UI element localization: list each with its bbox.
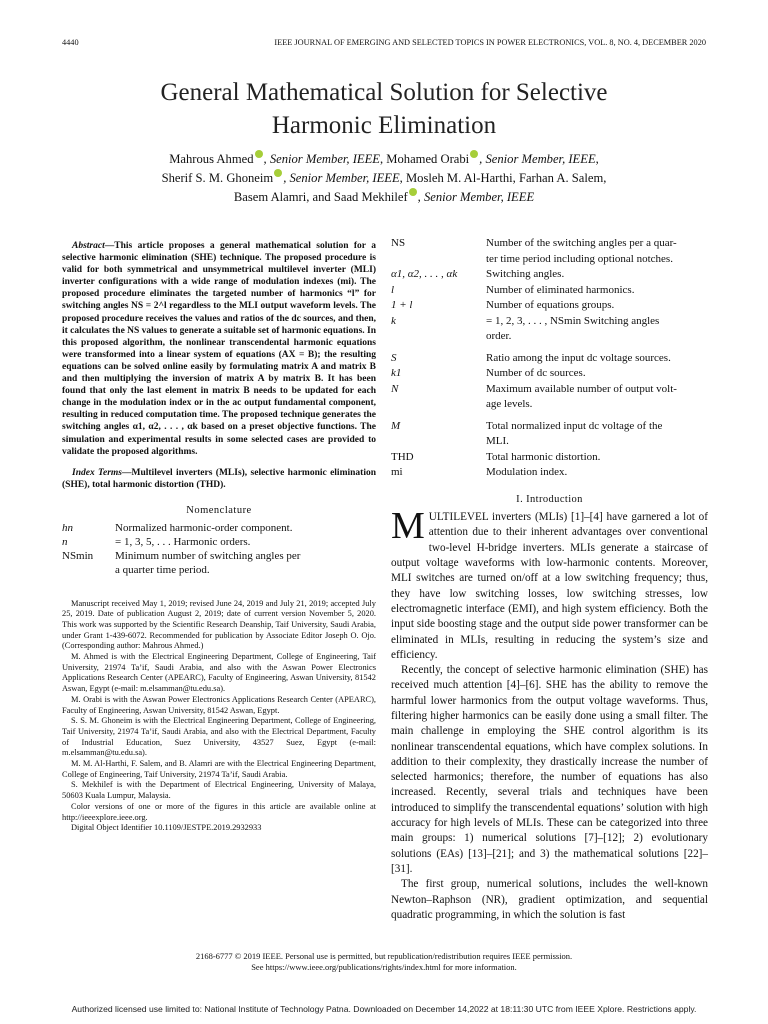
nomenclature-row — [391, 434, 708, 450]
nomenclature-symbol — [391, 434, 486, 450]
nomenclature-symbol: mi — [391, 466, 403, 478]
nomenclature-desc: Number of equations groups. — [486, 299, 615, 311]
nomenclature-desc: Number of the switching angles per a quar- — [486, 237, 677, 249]
copyright-line: 2168-6777 © 2019 IEEE. Personal use is permitted, but republication/redistribution requires IEEE permission. — [195, 951, 573, 961]
author-line-2 — [0, 169, 768, 188]
nomenclature-row — [391, 298, 708, 314]
footnote: M. Orabi is with the Aswan Power Electronics Applications Research Center (APEARC), Faculty of Engineering, Aswan University, 81542 Aswan, Egypt. — [62, 694, 376, 715]
left-column — [62, 240, 376, 834]
nomenclature-desc: MLI. — [486, 435, 509, 447]
nomenclature-symbol: n — [62, 535, 68, 548]
author-grade: , Senior Member, IEEE — [479, 152, 596, 166]
nomenclature-symbol: S — [391, 351, 397, 364]
nomenclature-row — [62, 521, 376, 535]
nomenclature-desc: Total harmonic distortion. — [486, 450, 601, 463]
footnotes — [62, 599, 376, 834]
nomenclature-desc: Normalized harmonic-order component. — [115, 521, 293, 534]
title-line-2: Harmonic Elimination — [271, 112, 497, 139]
nomenclature-desc: = 1, 2, 3, . . . , NSmin Switching angles — [486, 314, 660, 327]
nomenclature-desc: age levels. — [486, 398, 533, 410]
page-number: 4440 — [62, 38, 79, 47]
nomenclature-row — [391, 450, 708, 466]
nomenclature-desc: a quarter time period. — [115, 563, 210, 576]
paragraph: The first group, numerical solutions, includes the well-known Newton–Raphson (NR), gradient optimization, and sequential quadratic programming, in which the solution is fast — [391, 878, 708, 921]
nomenclature-desc: Number of dc sources. — [486, 367, 586, 379]
paper-title — [0, 76, 768, 142]
author-name: Mahrous Ahmed — [169, 152, 254, 166]
orcid-icon[interactable] — [274, 169, 282, 177]
author-grade: , Senior Member, IEEE — [417, 190, 535, 204]
nomenclature-row — [391, 351, 708, 367]
footnote: S. S. M. Ghoneim is with the Electrical Engineering Department, College of Engineering, Taif University, 21974 Ta’if, Saudi Arabia, and also with the Electrical Department, Faculty of Industrial Education, Suez University, 43527 Suez, Egypt (e-mail: m.elsamman@tu.edu.sa). — [62, 716, 376, 758]
nomenclature-row — [62, 535, 376, 549]
nomenclature-symbol: M — [391, 419, 401, 432]
footnote: S. Mekhilef is with the Department of Electrical Engineering, University of Malaya, 50603 Kuala Lumpur, Malaysia. — [62, 780, 376, 801]
abstract — [62, 240, 376, 458]
nomenclature-desc: = 1, 3, 5, . . . Harmonic orders. — [115, 535, 251, 548]
nomenclature-symbol: α1, α2, . . . , αk — [391, 268, 458, 280]
orcid-icon[interactable] — [255, 150, 263, 158]
nomenclature-desc: order. — [486, 330, 512, 342]
abstract-text: This article proposes a general mathematical solution for a selective harmonic elimination (SHE) technique. The proposed procedure is valid for both symmetrical and unsymmetrical multilevel inverter (MLI) inverter configurations with a wide range of modulation indexes (mi). The proposed procedure eliminates the targeted number of harmonics “l” for switching angles NS = 2^l regardless to the MLI output waveform levels. The proposed procedure receives the values and ratios of the dc sources, and then, it calculates the NS values to generate a suitable set of harmonic equations. In this proposed algorithm, the nonlinear transcendental harmonic equations were transformed into a linear system of equations (AX = B); the resulting equations can be solved online easily by formulating matrix A and matrix B and then multiplying the inversion of matrix A by matrix B. It has been found that only the last element in matrix B needs to be updated for each change in the modulation index or in the ac output fundamental component, resulting in reduced computation time. The proposed technique generates the switching angles α1, α2, . . . , αk based on a preset objective functions. The simulation and experimental results in some selected cases are provided to validate the proposed algorithms. — [62, 241, 377, 457]
paragraph: Recently, the concept of selective harmonic elimination (SHE) has received much attention [4]–[6]. SHE has the ability to remove the harmful lower harmonics from the output voltage waveforms. Thus, filtering higher harmonics can be easily done using a small filter. The main challenge in employing the SHE control algorithm is its nonlinear transcendental equations, which have complex solutions. In addition to their complexity, they drastically increase the number of selected harmonics; therefore, the number of equations has also increased. Recently, several trials and techniques have been introduced to simplify the transcendental equations’ solution with high accuracy for high levels of MLIs. These can be categorized into three main groups: 1) numerical solutions [7]–[12]; 2) evolutionary solutions (EAs) [13]–[21]; and 3) the mathematical solutions [22]–[31]. — [391, 664, 708, 875]
nomenclature-desc: Ratio among the input dc voltage sources. — [486, 351, 671, 364]
nomenclature-heading: Nomenclature — [186, 504, 252, 516]
nomenclature-row — [391, 419, 708, 435]
nomenclature-row — [62, 563, 376, 577]
nomenclature-symbol: NS — [391, 237, 406, 249]
index-terms-label: Index Terms — [72, 467, 122, 478]
copyright-footer — [0, 951, 768, 973]
footnote: Color versions of one or more of the figures in this article are available online at http://ieeexplore.ieee.org. — [62, 801, 376, 822]
nomenclature-row — [391, 382, 708, 398]
section-heading: I. Introduction — [516, 493, 583, 505]
drop-cap: M — [391, 505, 425, 548]
nomenclature-symbol — [391, 329, 486, 345]
author-list — [0, 150, 768, 207]
nomenclature-row — [391, 314, 708, 330]
nomenclature-row — [391, 283, 708, 299]
nomenclature-desc: Minimum number of switching angles per — [115, 549, 301, 562]
license-notice: Authorized licensed use limited to: National Institute of Technology Patna. Downloaded on December 14,2022 at 18:11:30 UTC from IEEE Xplore. Restrictions apply. — [71, 1004, 697, 1014]
paragraph — [391, 505, 708, 663]
nomenclature-row — [62, 549, 376, 563]
journal-name: IEEE JOURNAL OF EMERGING AND SELECTED TOPICS IN POWER ELECTRONICS, VOL. 8, NO. 4, DECEMBER 2020 — [274, 38, 706, 47]
nomenclature-row — [391, 252, 708, 268]
author-names: , Mosleh M. Al-Harthi, Farhan A. Salem, — [399, 171, 607, 185]
nomenclature-symbol: N — [391, 382, 399, 395]
nomenclature-symbol — [391, 397, 486, 413]
author-names: Basem Alamri, and Saad Mekhilef — [233, 190, 408, 204]
doi: Digital Object Identifier 10.1109/JESTPE.2019.2932933 — [71, 823, 262, 833]
nomenclature-symbol — [391, 252, 486, 268]
nomenclature-desc: Maximum available number of output volt- — [486, 382, 677, 395]
author-line-1 — [0, 150, 768, 169]
nomenclature-symbol: k — [391, 314, 396, 327]
nomenclature-desc: Number of eliminated harmonics. — [486, 283, 635, 296]
nomenclature-row — [391, 366, 708, 382]
title-line-1: General Mathematical Solution for Selective — [160, 79, 608, 106]
dash: — — [122, 467, 132, 478]
author-grade: , Senior Member, IEEE — [263, 152, 380, 166]
orcid-icon[interactable] — [409, 188, 417, 196]
nomenclature-symbol: NSmin — [62, 549, 94, 562]
right-column — [391, 236, 708, 923]
author-line-3 — [0, 188, 768, 207]
rights-link[interactable]: See https://www.ieee.org/publications/rights/index.html for more information. — [251, 962, 517, 972]
orcid-icon[interactable] — [470, 150, 478, 158]
nomenclature-left — [62, 521, 376, 577]
nomenclature-desc: Switching angles. — [486, 268, 565, 280]
nomenclature-desc: Total normalized input dc voltage of the — [486, 419, 663, 432]
nomenclature-row — [391, 236, 708, 252]
nomenclature-symbol — [62, 563, 115, 577]
index-terms — [62, 467, 376, 491]
nomenclature-right — [391, 236, 708, 481]
abstract-label: Abstract — [72, 241, 105, 251]
separator: , — [595, 152, 599, 166]
nomenclature-symbol: 1 + l — [391, 299, 413, 311]
nomenclature-symbol: hn — [62, 521, 73, 534]
author-name: , Mohamed Orabi — [379, 152, 470, 166]
author-name: Sherif S. M. Ghoneim — [161, 171, 274, 185]
dash: — — [104, 241, 115, 251]
nomenclature-row — [391, 267, 708, 283]
nomenclature-row — [391, 397, 708, 413]
nomenclature-symbol: THD — [391, 450, 414, 463]
author-grade: , Senior Member, IEEE — [283, 171, 400, 185]
footnote: M. M. Al-Harthi, F. Salem, and B. Alamri are with the Electrical Engineering Department, College of Engineering, Taif University, 21974 Ta’if, Saudi Arabia. — [62, 759, 376, 779]
footnote: M. Ahmed is with the Electrical Engineering Department, College of Engineering, Taif University, 21974 Ta’if, Saudi Arabia, and also with the Aswan Power Electronics Applications Research Center (APEARC), Faculty of Engineering, Aswan University, 81542 Aswan, Egypt (e-mail: m.elsamman@tu.edu.sa). — [62, 652, 376, 694]
running-header — [0, 38, 768, 52]
nomenclature-row — [391, 329, 708, 345]
index-terms-text: Multilevel inverters (MLIs), selective harmonic elimination (SHE), total harmonic distortion (THD). — [62, 467, 376, 490]
nomenclature-row — [391, 465, 708, 481]
nomenclature-symbol: l — [391, 283, 395, 296]
nomenclature-desc: Modulation index. — [486, 466, 568, 478]
nomenclature-desc: ter time period including optional notches. — [486, 252, 673, 265]
paragraph-text: ULTILEVEL inverters (MLIs) [1]–[4] have garnered a lot of attention due to their inherent advantages over conventional two-level H-bridge inverters. MLIs generate a staircase of output voltage waveforms with low-harmonic contents. Moreover, MLI switches are turned on/off at a low switching frequency; thus, they have low switching losses, low switching stresses, low electromagnetic interface (EMI), and high system efficiency. Both the input side boosting stage and the output side power transformer can be eliminated in MLIs, resulting in reducing the system’s size and efficiency. — [391, 511, 708, 661]
footnote: Manuscript received May 1, 2019; revised June 24, 2019 and July 21, 2019; accepted July 25, 2019. Date of publication August 2, 2019; date of current version November 5, 2020. This work was supported by the Scientific Research Deanship, Taif University, Saudi Arabia, under Grant 1-439-6072. Recommended for publication by Associate Editor Joseph O. Ojo. (Corresponding author: Mahrous Ahmed.) — [62, 598, 376, 651]
nomenclature-symbol: k1 — [391, 367, 402, 379]
